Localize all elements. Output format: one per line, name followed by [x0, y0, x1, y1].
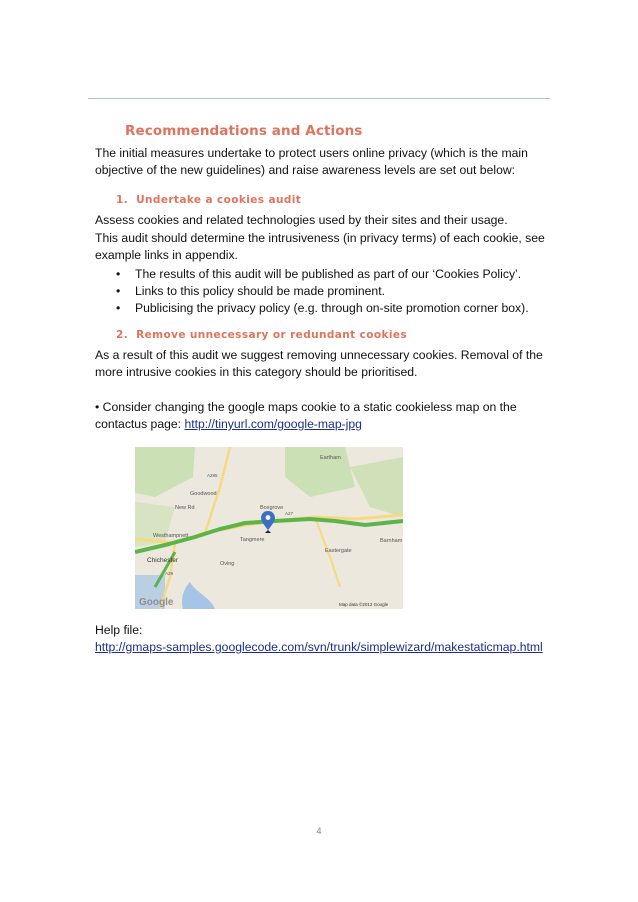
map-label: Barnham	[380, 538, 403, 544]
step-2-paragraph: As a result of this audit we suggest removing unnecessary cookies. Removal of the more intrusive cookies in this category should be prioritised.	[95, 348, 543, 379]
bullet-icon: •	[116, 284, 121, 298]
map-label: A285	[207, 473, 218, 478]
help-file-link[interactable]: http://gmaps-samples.googlecode.com/svn/trunk/simplewizard/makestaticmap.html	[95, 640, 543, 654]
step-1-heading	[116, 194, 301, 206]
step-2-title: Remove unnecessary or redundant cookies	[136, 329, 408, 341]
map-label: Boxgrove	[260, 505, 284, 511]
step-1-paragraph-1: Assess cookies and related technologies used by their sites and their usage.	[95, 213, 508, 227]
help-label: Help file:	[95, 623, 143, 637]
map-watermark: Google	[139, 597, 174, 608]
step-2-number: 2.	[116, 329, 129, 341]
section-heading: Recommendations and Actions	[125, 123, 363, 139]
step-2-bullet	[95, 399, 545, 433]
map-label: Tangmere	[240, 537, 265, 543]
intro-paragraph: The initial measures undertake to protect users online privacy (which is the main objective of the new guidelines) and raise awareness levels are set out below:	[95, 146, 528, 177]
bullet-text: Consider changing the google maps cookie to a static cookieless map on the contactus page:	[95, 400, 517, 431]
google-map-jpg-link[interactable]: http://tinyurl.com/google-map-jpg	[184, 417, 362, 431]
map-label: Westhampnett	[153, 533, 189, 539]
map-label: Eastergate	[325, 548, 352, 554]
bullet-icon: •	[95, 400, 100, 414]
header-rule	[88, 98, 550, 99]
bullet-text: Publicising the privacy policy (e.g. through on-site promotion corner box).	[135, 301, 529, 315]
map-label: Eartham	[320, 455, 341, 461]
map-label: Chichester	[147, 557, 179, 564]
page-number: 4	[316, 826, 322, 836]
map-label: Oving	[220, 561, 235, 567]
bullet-icon: •	[116, 301, 121, 315]
help-link-line	[95, 639, 565, 656]
step-1-paragraph-2: This audit should determine the intrusiveness (in privacy terms) of each cookie, see example links in appendix.	[95, 231, 545, 262]
map-label: New Rd	[175, 505, 195, 511]
map-label: Goodwood	[190, 491, 217, 497]
static-map-image	[135, 447, 403, 609]
map-label: A27	[285, 511, 294, 516]
map-attribution: Map data ©2012 Google	[339, 602, 389, 607]
step-1-number: 1.	[116, 194, 129, 206]
bullet-text: Links to this policy should be made prominent.	[135, 284, 385, 298]
bullet-text: The results of this audit will be published as part of our ‘Cookies Policy’.	[135, 267, 522, 281]
bullet-icon: •	[116, 267, 121, 281]
step-1-title: Undertake a cookies audit	[136, 194, 302, 206]
step-2-heading	[116, 329, 407, 341]
map-label: A29	[165, 571, 174, 576]
